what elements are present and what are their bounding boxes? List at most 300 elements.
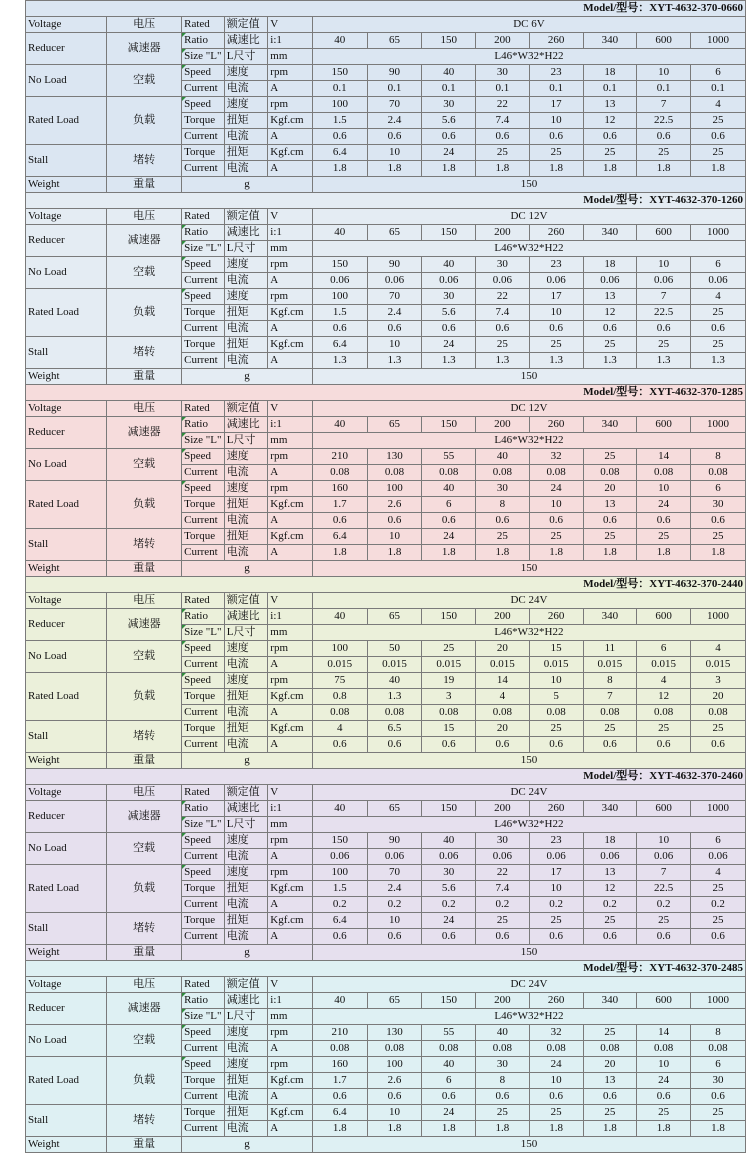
param-name: Ratio (182, 801, 225, 817)
param-unit: mm (268, 241, 313, 257)
value-cell: 30 (476, 65, 530, 81)
value-cell: 40 (312, 993, 367, 1009)
value-cell: 25 (583, 337, 637, 353)
value-cell: 1000 (690, 417, 745, 433)
param-name: Rated (182, 593, 225, 609)
param-unit: A (268, 1041, 313, 1057)
noload-label: No Load (26, 833, 107, 865)
param-unit: rpm (268, 449, 313, 465)
param-name: Speed (182, 97, 225, 113)
value-cell: 150 (422, 993, 476, 1009)
value-cell: 25 (476, 145, 530, 161)
value-cell: 1.3 (312, 353, 367, 369)
value-cell: 55 (422, 1025, 476, 1041)
param-name-cn: 扭矩 (224, 145, 268, 161)
param-unit: mm (268, 49, 313, 65)
param-name-cn: 速度 (224, 865, 268, 881)
value-cell: 1.8 (422, 1121, 476, 1137)
value-cell: 14 (637, 449, 691, 465)
value-cell: 10 (529, 305, 583, 321)
value-cell: 10 (637, 65, 691, 81)
value-cell: 130 (367, 449, 422, 465)
param-name: Torque (182, 1073, 225, 1089)
param-name-cn: 减速比 (224, 993, 268, 1009)
noload-label: No Load (26, 257, 107, 289)
value-cell: 20 (476, 641, 530, 657)
value-cell: 2.4 (367, 881, 422, 897)
value-cell: 14 (637, 1025, 691, 1041)
param-name-cn: L尺寸 (224, 433, 268, 449)
value-cell: 0.1 (637, 81, 691, 97)
voltage-label-cn: 电压 (107, 785, 182, 801)
reducer-label: Reducer (26, 993, 107, 1025)
value-cell: 25 (690, 113, 745, 129)
reducer-label: Reducer (26, 417, 107, 449)
value-cell: 0.6 (637, 321, 691, 337)
value-cell: 8 (690, 1025, 745, 1041)
voltage-value: DC 24V (312, 977, 745, 993)
value-cell: 0.6 (583, 513, 637, 529)
stall-label-cn: 堵转 (107, 337, 182, 369)
param-unit: V (268, 785, 313, 801)
value-cell: 5.6 (422, 113, 476, 129)
param-name: Torque (182, 721, 225, 737)
noload-label: No Load (26, 1025, 107, 1057)
param-unit: Kgf.cm (268, 497, 313, 513)
rated-load-label-cn: 负载 (107, 481, 182, 529)
spec-row (26, 17, 746, 33)
value-cell: 0.06 (312, 273, 367, 289)
value-cell: 1.8 (422, 545, 476, 561)
model-header-row (26, 961, 746, 977)
value-cell: 5.6 (422, 881, 476, 897)
value-cell: 10 (637, 1057, 691, 1073)
value-cell: 25 (583, 1105, 637, 1121)
spec-row (26, 673, 746, 689)
value-cell: 1.8 (529, 1121, 583, 1137)
value-cell: 0.06 (422, 849, 476, 865)
param-name: Torque (182, 305, 225, 321)
value-cell: 1.3 (637, 353, 691, 369)
weight-unit: g (182, 753, 313, 769)
noload-label-cn: 空载 (107, 257, 182, 289)
value-cell: 0.6 (476, 321, 530, 337)
voltage-label-cn: 电压 (107, 401, 182, 417)
param-unit: A (268, 929, 313, 945)
value-cell: 0.08 (690, 1041, 745, 1057)
value-cell: 30 (476, 481, 530, 497)
weight-value: 150 (312, 945, 745, 961)
value-cell: 100 (367, 481, 422, 497)
spec-row (26, 417, 746, 433)
weight-unit: g (182, 1137, 313, 1153)
value-cell: 200 (476, 609, 530, 625)
stall-label-cn: 堵转 (107, 529, 182, 561)
value-cell: 6.4 (312, 529, 367, 545)
value-cell: 4 (690, 865, 745, 881)
value-cell: 100 (367, 1057, 422, 1073)
param-unit: rpm (268, 673, 313, 689)
weight-unit: g (182, 369, 313, 385)
param-unit: mm (268, 433, 313, 449)
value-cell: 0.08 (583, 465, 637, 481)
value-cell: 1.8 (312, 1121, 367, 1137)
value-cell: 0.6 (476, 737, 530, 753)
spec-row (26, 209, 746, 225)
value-cell: 20 (583, 481, 637, 497)
param-unit: i:1 (268, 33, 313, 49)
value-cell: 150 (312, 65, 367, 81)
value-cell: 1.3 (476, 353, 530, 369)
value-cell: 1.8 (476, 161, 530, 177)
value-cell: 65 (367, 33, 422, 49)
param-unit: A (268, 705, 313, 721)
size-value: L46*W32*H22 (312, 1009, 745, 1025)
value-cell: 0.6 (529, 1089, 583, 1105)
param-name: Speed (182, 481, 225, 497)
param-name: Current (182, 737, 225, 753)
param-name: Current (182, 545, 225, 561)
param-name: Size "L" (182, 625, 225, 641)
param-name: Rated (182, 977, 225, 993)
value-cell: 13 (583, 97, 637, 113)
value-cell: 100 (312, 97, 367, 113)
value-cell: 0.1 (583, 81, 637, 97)
param-name: Current (182, 849, 225, 865)
param-name-cn: 额定值 (224, 593, 268, 609)
value-cell: 200 (476, 993, 530, 1009)
value-cell: 24 (422, 529, 476, 545)
value-cell: 0.6 (529, 321, 583, 337)
value-cell: 25 (637, 1105, 691, 1121)
param-name: Size "L" (182, 1009, 225, 1025)
value-cell: 25 (422, 641, 476, 657)
value-cell: 0.1 (422, 81, 476, 97)
spec-row (26, 785, 746, 801)
param-unit: A (268, 1121, 313, 1137)
value-cell: 6 (690, 833, 745, 849)
param-name-cn: 额定值 (224, 17, 268, 33)
voltage-label: Voltage (26, 593, 107, 609)
value-cell: 0.6 (367, 321, 422, 337)
rated-load-label: Rated Load (26, 289, 107, 337)
param-name-cn: 电流 (224, 81, 268, 97)
value-cell: 0.6 (422, 513, 476, 529)
voltage-value: DC 12V (312, 209, 745, 225)
value-cell: 13 (583, 865, 637, 881)
value-cell: 1.8 (583, 1121, 637, 1137)
value-cell: 0.08 (637, 705, 691, 721)
param-name-cn: 电流 (224, 1089, 268, 1105)
weight-label: Weight (26, 177, 107, 193)
value-cell: 30 (476, 1057, 530, 1073)
spec-row (26, 529, 746, 545)
value-cell: 25 (529, 337, 583, 353)
value-cell: 1.3 (367, 689, 422, 705)
value-cell: 0.06 (637, 273, 691, 289)
value-cell: 4 (690, 641, 745, 657)
value-cell: 40 (422, 481, 476, 497)
param-unit: rpm (268, 481, 313, 497)
param-name-cn: 电流 (224, 465, 268, 481)
value-cell: 7 (637, 97, 691, 113)
param-name: Torque (182, 689, 225, 705)
param-name: Torque (182, 497, 225, 513)
param-unit: A (268, 321, 313, 337)
param-name-cn: 电流 (224, 1121, 268, 1137)
value-cell: 6.4 (312, 1105, 367, 1121)
value-cell: 1.8 (422, 161, 476, 177)
value-cell: 260 (529, 225, 583, 241)
param-name-cn: 电流 (224, 161, 268, 177)
value-cell: 13 (583, 289, 637, 305)
param-name-cn: 电流 (224, 1041, 268, 1057)
param-unit: Kgf.cm (268, 337, 313, 353)
value-cell: 100 (312, 865, 367, 881)
value-cell: 0.015 (529, 657, 583, 673)
value-cell: 1.3 (583, 353, 637, 369)
value-cell: 1.3 (367, 353, 422, 369)
value-cell: 1.5 (312, 305, 367, 321)
value-cell: 2.6 (367, 497, 422, 513)
value-cell: 150 (422, 609, 476, 625)
voltage-label-cn: 电压 (107, 977, 182, 993)
param-name-cn: 扭矩 (224, 689, 268, 705)
value-cell: 10 (367, 1105, 422, 1121)
value-cell: 100 (312, 289, 367, 305)
value-cell: 70 (367, 865, 422, 881)
value-cell: 0.6 (476, 129, 530, 145)
value-cell: 1.3 (690, 353, 745, 369)
param-name: Speed (182, 1025, 225, 1041)
param-unit: rpm (268, 1057, 313, 1073)
value-cell: 0.08 (476, 465, 530, 481)
value-cell: 6.4 (312, 337, 367, 353)
value-cell: 18 (583, 257, 637, 273)
value-cell: 90 (367, 833, 422, 849)
param-name-cn: 电流 (224, 657, 268, 673)
param-name: Speed (182, 289, 225, 305)
param-unit: rpm (268, 641, 313, 657)
value-cell: 0.6 (476, 1089, 530, 1105)
spec-row (26, 1057, 746, 1073)
voltage-value: DC 6V (312, 17, 745, 33)
param-name-cn: 扭矩 (224, 497, 268, 513)
reducer-label: Reducer (26, 801, 107, 833)
value-cell: 8 (476, 497, 530, 513)
value-cell: 25 (637, 721, 691, 737)
value-cell: 18 (583, 833, 637, 849)
spec-row (26, 337, 746, 353)
value-cell: 25 (476, 529, 530, 545)
value-cell: 1.8 (529, 161, 583, 177)
value-cell: 150 (422, 33, 476, 49)
param-name: Rated (182, 17, 225, 33)
value-cell: 0.6 (690, 513, 745, 529)
param-name-cn: 速度 (224, 673, 268, 689)
value-cell: 12 (583, 113, 637, 129)
stall-label: Stall (26, 721, 107, 753)
param-name-cn: 扭矩 (224, 337, 268, 353)
voltage-label-cn: 电压 (107, 17, 182, 33)
param-name: Ratio (182, 33, 225, 49)
value-cell: 4 (312, 721, 367, 737)
value-cell: 0.08 (312, 705, 367, 721)
weight-label: Weight (26, 1137, 107, 1153)
value-cell: 1.8 (312, 161, 367, 177)
param-name: Current (182, 129, 225, 145)
size-value: L46*W32*H22 (312, 241, 745, 257)
value-cell: 7.4 (476, 305, 530, 321)
value-cell: 7 (637, 865, 691, 881)
value-cell: 260 (529, 993, 583, 1009)
spec-row (26, 289, 746, 305)
value-cell: 10 (367, 145, 422, 161)
voltage-label: Voltage (26, 785, 107, 801)
value-cell: 40 (476, 1025, 530, 1041)
value-cell: 6 (690, 481, 745, 497)
value-cell: 90 (367, 65, 422, 81)
value-cell: 6 (690, 65, 745, 81)
value-cell: 0.6 (367, 129, 422, 145)
model-title: Model/型号：XYT-4632-370-1260 (26, 193, 746, 209)
rated-load-label-cn: 负载 (107, 673, 182, 721)
stall-label-cn: 堵转 (107, 1105, 182, 1137)
value-cell: 0.6 (312, 321, 367, 337)
value-cell: 6.4 (312, 145, 367, 161)
value-cell: 0.1 (312, 81, 367, 97)
value-cell: 0.08 (476, 1041, 530, 1057)
model-header-row (26, 1, 746, 17)
param-name-cn: 速度 (224, 289, 268, 305)
value-cell: 4 (690, 289, 745, 305)
spec-row (26, 753, 746, 769)
value-cell: 1.7 (312, 497, 367, 513)
rated-load-label: Rated Load (26, 673, 107, 721)
value-cell: 0.015 (422, 657, 476, 673)
param-name-cn: 速度 (224, 1025, 268, 1041)
weight-unit: g (182, 561, 313, 577)
size-value: L46*W32*H22 (312, 49, 745, 65)
param-unit: A (268, 897, 313, 913)
value-cell: 0.6 (690, 1089, 745, 1105)
weight-label-cn: 重量 (107, 1137, 182, 1153)
rated-load-label: Rated Load (26, 97, 107, 145)
value-cell: 12 (583, 881, 637, 897)
param-name-cn: 减速比 (224, 225, 268, 241)
param-unit: rpm (268, 865, 313, 881)
value-cell: 30 (422, 289, 476, 305)
model-header-row (26, 193, 746, 209)
param-name-cn: 减速比 (224, 33, 268, 49)
value-cell: 130 (367, 1025, 422, 1041)
value-cell: 0.6 (476, 513, 530, 529)
value-cell: 17 (529, 865, 583, 881)
value-cell: 1.8 (583, 545, 637, 561)
param-name: Current (182, 1041, 225, 1057)
value-cell: 1.8 (637, 545, 691, 561)
value-cell: 0.6 (422, 737, 476, 753)
weight-value: 150 (312, 561, 745, 577)
param-name-cn: 扭矩 (224, 1105, 268, 1121)
value-cell: 30 (690, 497, 745, 513)
value-cell: 22 (476, 289, 530, 305)
param-name: Torque (182, 1105, 225, 1121)
value-cell: 6.5 (367, 721, 422, 737)
value-cell: 600 (637, 417, 691, 433)
value-cell: 0.6 (529, 929, 583, 945)
value-cell: 8 (690, 449, 745, 465)
param-unit: i:1 (268, 609, 313, 625)
size-value: L46*W32*H22 (312, 625, 745, 641)
value-cell: 70 (367, 97, 422, 113)
param-name-cn: 扭矩 (224, 881, 268, 897)
param-unit: rpm (268, 289, 313, 305)
value-cell: 340 (583, 993, 637, 1009)
param-unit: Kgf.cm (268, 1073, 313, 1089)
value-cell: 14 (476, 673, 530, 689)
param-name-cn: 速度 (224, 65, 268, 81)
param-name-cn: 电流 (224, 545, 268, 561)
weight-label-cn: 重量 (107, 177, 182, 193)
stall-label: Stall (26, 1105, 107, 1137)
value-cell: 17 (529, 97, 583, 113)
param-name-cn: 速度 (224, 97, 268, 113)
param-name-cn: 电流 (224, 129, 268, 145)
value-cell: 55 (422, 449, 476, 465)
weight-label: Weight (26, 369, 107, 385)
voltage-label-cn: 电压 (107, 593, 182, 609)
param-name-cn: 减速比 (224, 801, 268, 817)
noload-label-cn: 空载 (107, 449, 182, 481)
param-name-cn: 扭矩 (224, 721, 268, 737)
value-cell: 0.1 (529, 81, 583, 97)
value-cell: 4 (637, 673, 691, 689)
value-cell: 0.06 (637, 849, 691, 865)
model-title: Model/型号：XYT-4632-370-2440 (26, 577, 746, 593)
spec-row (26, 609, 746, 625)
param-name: Current (182, 1121, 225, 1137)
value-cell: 0.6 (637, 1089, 691, 1105)
value-cell: 22.5 (637, 881, 691, 897)
value-cell: 19 (422, 673, 476, 689)
value-cell: 0.06 (690, 273, 745, 289)
stall-label: Stall (26, 529, 107, 561)
param-name-cn: 电流 (224, 321, 268, 337)
value-cell: 40 (476, 449, 530, 465)
param-name-cn: 速度 (224, 481, 268, 497)
param-name: Current (182, 81, 225, 97)
param-name: Speed (182, 641, 225, 657)
value-cell: 0.6 (367, 1089, 422, 1105)
value-cell: 25 (583, 913, 637, 929)
param-name-cn: 速度 (224, 641, 268, 657)
param-name-cn: 额定值 (224, 785, 268, 801)
value-cell: 0.06 (690, 849, 745, 865)
value-cell: 32 (529, 1025, 583, 1041)
rated-load-label: Rated Load (26, 1057, 107, 1105)
param-unit: A (268, 1089, 313, 1105)
value-cell: 1000 (690, 225, 745, 241)
rated-load-label: Rated Load (26, 865, 107, 913)
value-cell: 1.8 (476, 545, 530, 561)
param-name-cn: 减速比 (224, 609, 268, 625)
param-unit: A (268, 273, 313, 289)
param-name: Current (182, 161, 225, 177)
value-cell: 200 (476, 417, 530, 433)
value-cell: 150 (312, 833, 367, 849)
value-cell: 22 (476, 97, 530, 113)
